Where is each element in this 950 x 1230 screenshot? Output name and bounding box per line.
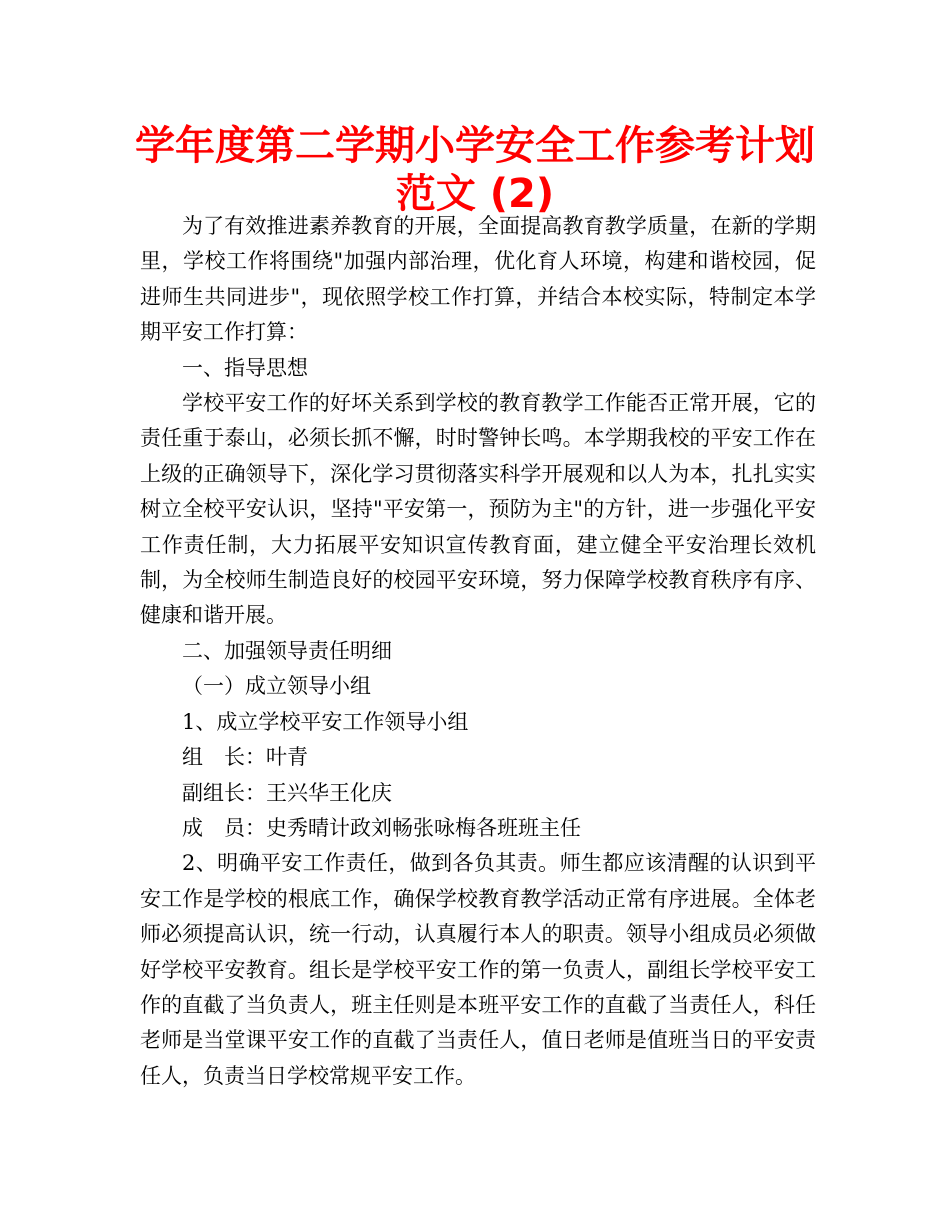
group-leader-line: 组 长：叶青 bbox=[182, 745, 308, 770]
members-line: 成 员：史秀晴计政刘畅张咏梅各班班主任 bbox=[182, 815, 581, 840]
document-title: 学年度第二学期小学安全工作参考计划范文 (2) bbox=[135, 123, 815, 217]
document-body bbox=[140, 209, 816, 1094]
subsection-heading-group: （一）成立领导小组 bbox=[182, 674, 371, 699]
list-item-form-group: 1、成立学校平安工作领导小组 bbox=[182, 709, 469, 734]
section-heading-guiding-thought: 一、指导思想 bbox=[182, 355, 308, 380]
paragraph-intro: 为了有效推进素养教育的开展，全面提高教育教学质量，在新的学期里，学校工作将围绕"加强内部治理，优化育人环境，构建和谐校园，促进师生共同进步"，现依照学校工作打算，并结合本校实际，特制定本学期平安工作打算： bbox=[140, 214, 816, 345]
section-heading-leadership: 二、加强领导责任明细 bbox=[182, 638, 392, 663]
deputy-leader-line: 副组长：王兴华王化庆 bbox=[182, 780, 392, 805]
paragraph-guiding-thought: 学校平安工作的好坏关系到学校的教育教学工作能否正常开展，它的责任重于泰山，必须长抓不懈，时时警钟长鸣。本学期我校的平安工作在上级的正确领导下，深化学习贯彻落实科学开展观和以人为本，扎扎实实树立全校平安认识，坚持"平安第一，预防为主"的方针，进一步强化平安工作责任制，大力拓展平安知识宣传教育面，建立健全平安治理长效机制，为全校师生制造良好的校园平安环境，努力保障学校教育秩序有序、健康和谐开展。 bbox=[140, 391, 816, 628]
paragraph-responsibilities: 2、明确平安工作责任，做到各负其责。师生都应该清醒的认识到平安工作是学校的根底工作，确保学校教育教学活动正常有序进展。全体老师必须提高认识，统一行动，认真履行本人的职责。领导小组成员必须做好学校平安教育。组长是学校平安工作的第一负责人，副组长学校平安工作的直截了当负责人，班主任则是本班平安工作的直截了当责任人，科任老师是当堂课平安工作的直截了当责任人，值日老师是值班当日的平安责任人，负责当日学校常规平安工作。 bbox=[140, 851, 816, 1088]
